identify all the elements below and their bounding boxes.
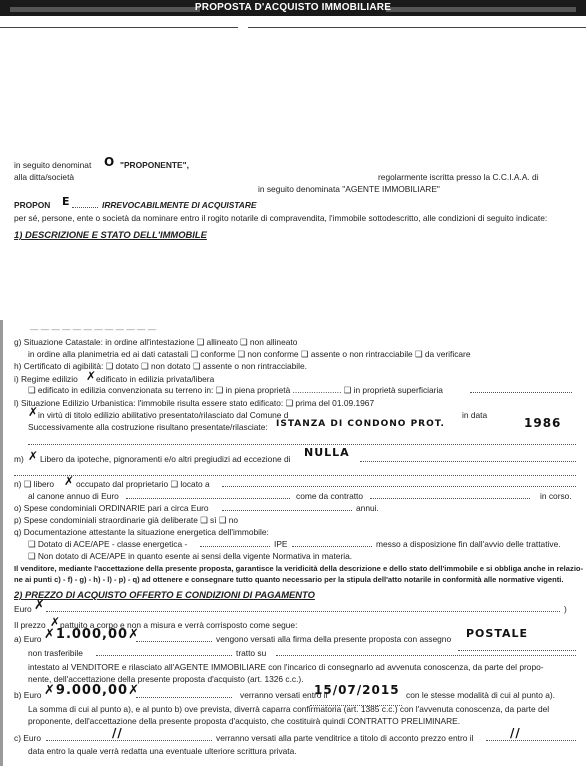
denominato-label: in seguito denominat — [14, 160, 92, 170]
handwritten-postale: POSTALE — [466, 627, 529, 640]
item-n-line1b: occupato dal proprietario ❑ locato a — [76, 479, 210, 489]
tratto-label: tratto su — [236, 648, 267, 658]
propon-prefix: PROPON — [14, 200, 51, 210]
item-m-label: m) — [14, 454, 24, 464]
proponente-label: "PROPONENTE", — [120, 160, 189, 170]
prezzo-text: pattuito a corpo e non a misura e verrà corrisposto come segue: — [60, 620, 298, 630]
item-q1c: messo a disposizione fin dall'avvio delle trattative. — [376, 539, 561, 549]
scan-edge — [0, 320, 3, 766]
handwritten-check: ✗ — [50, 615, 62, 629]
item-l-line3: Successivamente alla costruzione risultano presentate/rilasciate: — [28, 422, 268, 432]
handwritten-check: ✗ — [28, 449, 40, 463]
item-q: q) Documentazione attestante la situazione energetica dell'immobile: — [14, 527, 269, 537]
handwritten-c-date: // — [510, 726, 521, 740]
section1-title: 1) DESCRIZIONE E STATO DELL'IMMOBILE — [14, 229, 207, 240]
item-i-line1: i) Regime edilizio — [14, 374, 78, 384]
item-m-text: Libero da ipoteche, pignoramenti e/o altri pregiudizi ad eccezione di — [40, 454, 291, 464]
euro-close: ) — [564, 604, 567, 614]
dotted-line — [276, 647, 576, 656]
header-banner — [0, 0, 586, 16]
scan-fragment: — — — — — — — — — — — — — [30, 324, 157, 334]
a-label: a) Euro — [14, 634, 42, 644]
item-l-line2: in virtù di titolo edilizio abilitativo presentato/rilasciato dal Comune d — [38, 410, 289, 420]
dotted-line — [14, 467, 576, 476]
a-text: vengono versati alla firma della presente proposta con assegno — [216, 634, 452, 644]
euro-label: Euro — [14, 604, 32, 614]
item-o-end: annui. — [356, 503, 379, 513]
handwritten-check: ✗ — [64, 474, 76, 488]
c-label: c) Euro — [14, 733, 41, 743]
dotted-line — [486, 732, 576, 741]
dotted-line — [200, 538, 270, 547]
handwritten-a-amount: ✗1.000,00✗ — [44, 627, 140, 642]
dotted-line — [46, 732, 212, 741]
handwritten-check: ✗ — [28, 405, 40, 419]
section2-title: 2) PREZZO DI ACQUISTO OFFERTO E CONDIZIONI DI PAGAMENTO — [14, 589, 315, 600]
item-n-line1a: n) ❑ libero — [14, 479, 55, 489]
somma-line2: proponente, dell'accettazione della presente proposta d'acquisto, che costituirà quindi CONTRATTO PRELIMINARE. — [28, 716, 461, 726]
dotted-line — [136, 689, 232, 698]
item-n-line2b: come da contratto — [296, 491, 364, 501]
handwritten-check: ✗ — [34, 598, 46, 613]
item-p: p) Spese condominiali straordinarie già deliberate ❑ sì ❑ no — [14, 515, 239, 525]
venditore-line2: ne ai punti c) - f) - g) - h) - l) - p) - q) ad ottenere e consegnare tutto quanto necessario per la stipula dell'atto notarile in conformità alle normative vigenti. — [14, 575, 564, 584]
b-end: con le stesse modalità di cui al punto a). — [406, 690, 555, 700]
dotted-line — [136, 633, 212, 642]
item-g-line1: g) Situazione Catastale: in ordine all'intestazione ❑ allineato ❑ non allineato — [14, 337, 298, 347]
venditore-line1: Il venditore, mediante l'accettazione della presente proposta, garantisce la veridicità della descrizione e dello stato dell'immobile e si obbliga anche in relazio- — [14, 564, 584, 573]
b-label: b) Euro — [14, 690, 42, 700]
form-field-line — [248, 17, 586, 28]
handwritten-c-amount: // — [112, 726, 123, 740]
handwritten-b-date: 15/07/2015 — [314, 683, 400, 697]
somma-line1: La somma di cui al punto a), e al punto b) ove prevista, diverrà caparra confirmatoria (art. 1385 c.c.) con l'avvenuta conoscenza, da parte del — [28, 704, 550, 714]
agente-text: in seguito denominata "AGENTE IMMOBILIARE" — [258, 184, 440, 194]
item-i-line1b: edificato in edilizia privata/libera — [96, 374, 215, 384]
intestato-line1: intestato al VENDITORE e rilasciato all'AGENTE IMMOBILIARE con l'incarico di consegnarlo ad avvenuta conoscenza, da parte del propo- — [28, 662, 544, 672]
dotted-line — [360, 453, 576, 462]
trasferibile-label: non trasferibile — [28, 648, 83, 658]
irrevocabilmente-text: IRREVOCABILMENTE DI ACQUISTARE — [102, 200, 257, 210]
b-text: verranno versati entro il — [240, 690, 328, 700]
item-q1: ❑ Dotato di ACE/APE - classe energetica - — [28, 539, 188, 549]
handwritten-b-amount: ✗9.000,00✗ — [44, 683, 140, 698]
item-n-line2c: in corso. — [540, 491, 572, 501]
form-field-line — [0, 17, 238, 28]
dotted-line — [46, 603, 560, 612]
dotted-line — [222, 502, 352, 511]
document-title: PROPOSTA D'ACQUISTO IMMOBILIARE — [194, 2, 392, 13]
handwritten-check: ✗ — [86, 369, 98, 383]
item-l-date: in data — [462, 410, 488, 420]
dotted-line — [28, 436, 576, 445]
handwritten-e: E — [62, 195, 71, 208]
dotted-line — [126, 490, 290, 499]
item-q2: ❑ Non dotato di ACE/APE in quanto esente ai sensi della vigente Normativa in materia. — [28, 551, 353, 561]
ditta-label: alla ditta/società — [14, 172, 75, 182]
dotted-line — [370, 490, 530, 499]
intestato-line2: nente, dell'accettazione della presente proposta d'acquisto (art. 1326 c.c.). — [28, 674, 304, 684]
handwritten-o: O — [104, 155, 116, 169]
item-h: h) Certificato di agibilità: ❑ dotato ❑ non dotato ❑ assente o non rintracciabile. — [14, 361, 308, 371]
dotted-line — [222, 478, 576, 487]
prezzo-label: Il prezzo — [14, 620, 46, 630]
dotted-line — [72, 199, 98, 208]
c-text: verranno versati alla parte venditrice a titolo di acconto prezzo entro il — [216, 733, 474, 743]
item-n-line2: al canone annuo di Euro — [28, 491, 119, 501]
dotted-line — [96, 647, 232, 656]
iscritta-text: regolarmente iscritta presso la C.C.I.A.A. di — [378, 172, 539, 182]
handwritten-condono: ISTANZA DI CONDONO PROT. — [276, 419, 445, 429]
dotted-line — [470, 384, 572, 393]
item-l-line1: l) Situazione Edilizio Urbanistica: l'immobile risulta essere stato edificato: ❑ prima del 01.09.1967 — [14, 398, 375, 408]
per-se-text: per sé, persone, ente o società da nominare entro il rogito notarile di compravendita, l'immobile sottodescritto, alle condizioni di seguito indicate: — [14, 213, 548, 223]
c-end: data entro la quale verrà redatta una eventuale ulteriore scrittura privata. — [28, 746, 297, 756]
item-q1b: IPE — [274, 539, 288, 549]
item-o: o) Spese condominiali ORDINARIE pari a circa Euro — [14, 503, 209, 513]
item-i-line2: ❑ edificato in edilizia convenzionata su terreno in: ❑ in piena proprietà ..................... ❑ in proprietà superficiaria — [28, 385, 443, 395]
dotted-line — [292, 538, 372, 547]
handwritten-nulla: NULLA — [304, 446, 350, 459]
handwritten-year: 1986 — [524, 416, 562, 430]
item-g-line2: in ordine alla planimetria ed ai dati catastali ❑ conforme ❑ non conforme ❑ assente o non rintracciabile ❑ da verificare — [28, 349, 471, 359]
